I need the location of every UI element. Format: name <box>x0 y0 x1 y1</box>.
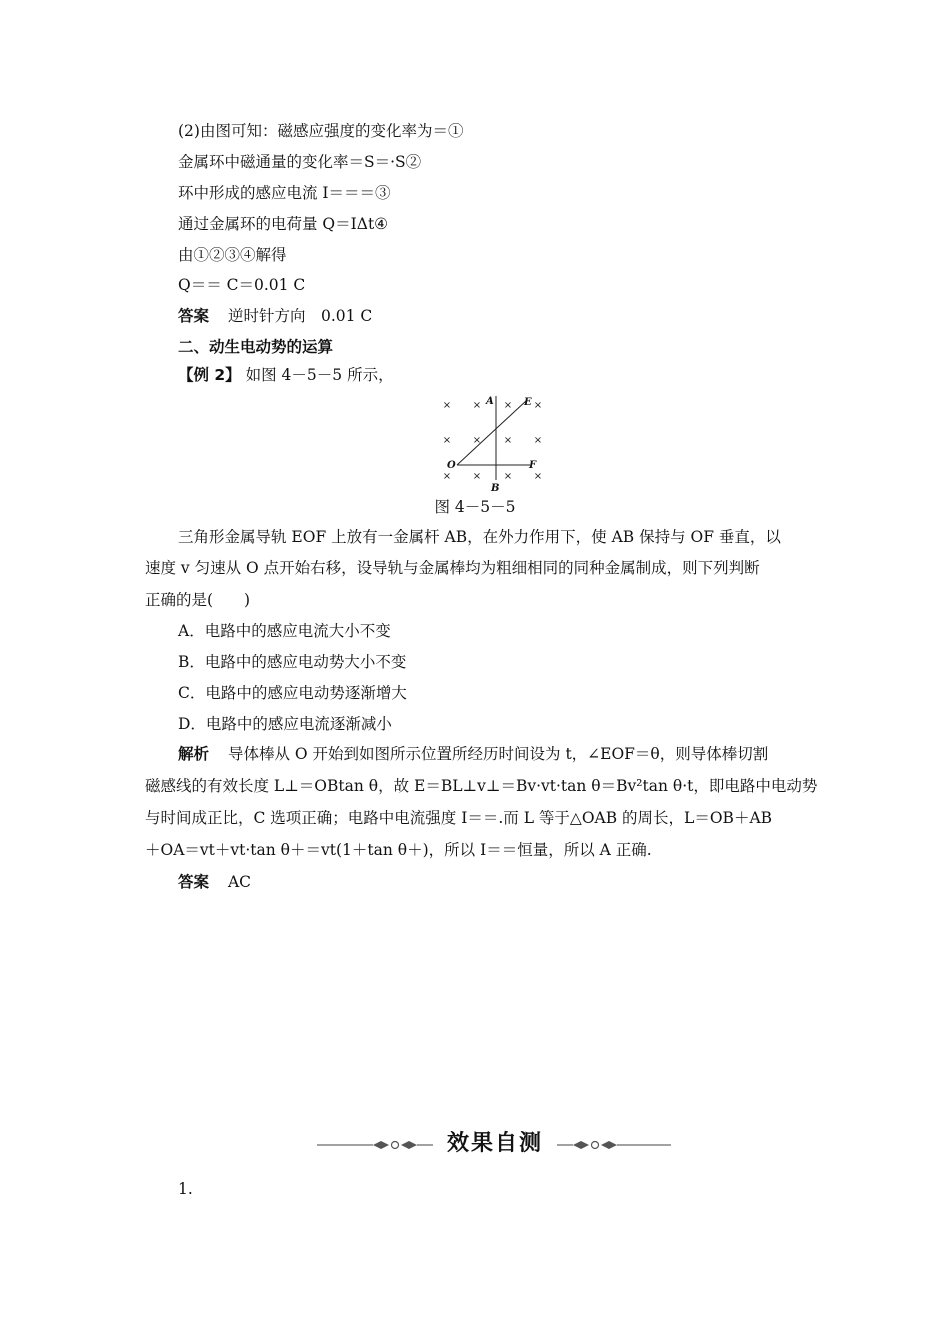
option-c: C．电路中的感应电动势逐渐增大 <box>178 684 407 702</box>
question-line-2: 速度 v 匀速从 O 点开始右移，设导轨与金属棒均为粗细相同的同种金属制成，则下列判断 <box>145 559 760 577</box>
field-cross: × <box>442 400 452 411</box>
field-cross: × <box>503 400 513 411</box>
figure-caption: 图 4－5－5 <box>434 498 516 516</box>
label-A: A <box>486 396 494 407</box>
self-test-title: 效果自测 <box>446 1131 543 1156</box>
line-solve: 由①②③④解得 <box>178 246 287 264</box>
analysis-text-1: 导体棒从 O 开始到如图所示位置所经历时间设为 t，∠EOF＝θ，则导体棒切割 <box>227 745 769 763</box>
label-O: O <box>447 460 456 471</box>
line-rate: (2)由图可知：磁感应强度的变化率为＝① <box>178 122 464 140</box>
field-cross: × <box>472 471 482 482</box>
field-cross: × <box>442 435 452 446</box>
field-cross: × <box>472 400 482 411</box>
field-cross: × <box>533 400 543 411</box>
analysis-line-2: 磁感线的有效长度 L⊥＝OBtan θ，故 E＝BL⊥v⊥＝Bv·vt·tan θ＝Bv²tan θ·t，即电路中电动势 <box>145 777 818 795</box>
option-d: D．电路中的感应电流逐渐减小 <box>178 715 392 733</box>
answer-label: 答案 <box>178 307 210 325</box>
figure-4-5-5 <box>430 390 560 492</box>
answer-label: 答案 <box>178 873 210 891</box>
question-line-3: 正确的是( ) <box>145 591 251 609</box>
question-line-1: 三角形金属导轨 EOF 上放有一金属杆 AB，在外力作用下，使 AB 保持与 OF 垂直，以 <box>178 528 781 546</box>
line-charge: 通过金属环的电荷量 Q＝IΔt④ <box>178 215 389 233</box>
label-B: B <box>491 483 500 492</box>
self-test-item-1: 1. <box>178 1180 193 1198</box>
rail-OE <box>457 400 527 465</box>
example-intro-text: 如图 4－5－5 所示， <box>245 366 394 384</box>
example-label: 【例 2】 <box>178 366 241 384</box>
section-heading: 二、动生电动势的运算 <box>178 338 334 356</box>
analysis-label: 解析 <box>178 745 210 763</box>
label-F: F <box>529 460 537 471</box>
example-2-intro <box>178 364 394 386</box>
analysis-line-1 <box>178 743 768 765</box>
label-E: E <box>524 397 532 408</box>
analysis-line-4: ＋OA＝vt＋vt·tan θ＋＝vt(1＋tan θ＋)，所以 I＝＝恒量，所以 A 正确. <box>145 841 652 859</box>
line-current: 环中形成的感应电流 I＝＝＝③ <box>178 184 391 202</box>
answer-2 <box>178 871 251 893</box>
answer-text: AC <box>227 873 252 891</box>
analysis-line-3: 与时间成正比，C 选项正确；电路中电流强度 I＝＝.而 L 等于△OAB 的周长，L＝OB＋AB <box>145 809 773 827</box>
field-cross: × <box>442 471 452 482</box>
option-b: B．电路中的感应电动势大小不变 <box>178 653 407 671</box>
field-cross: × <box>503 471 513 482</box>
ornament-left <box>373 1141 389 1149</box>
line-flux-rate: 金属环中磁通量的变化率＝S＝·S② <box>178 153 422 171</box>
ornament-right <box>573 1141 589 1149</box>
field-cross: × <box>472 435 482 446</box>
field-cross: × <box>533 435 543 446</box>
field-cross: × <box>533 471 543 482</box>
line-result: Q＝＝ C＝0.01 C <box>178 276 306 294</box>
field-cross: × <box>503 435 513 446</box>
answer-text: 逆时针方向 0.01 C <box>227 307 373 325</box>
answer-1 <box>178 305 372 327</box>
option-a: A．电路中的感应电流大小不变 <box>178 622 391 640</box>
